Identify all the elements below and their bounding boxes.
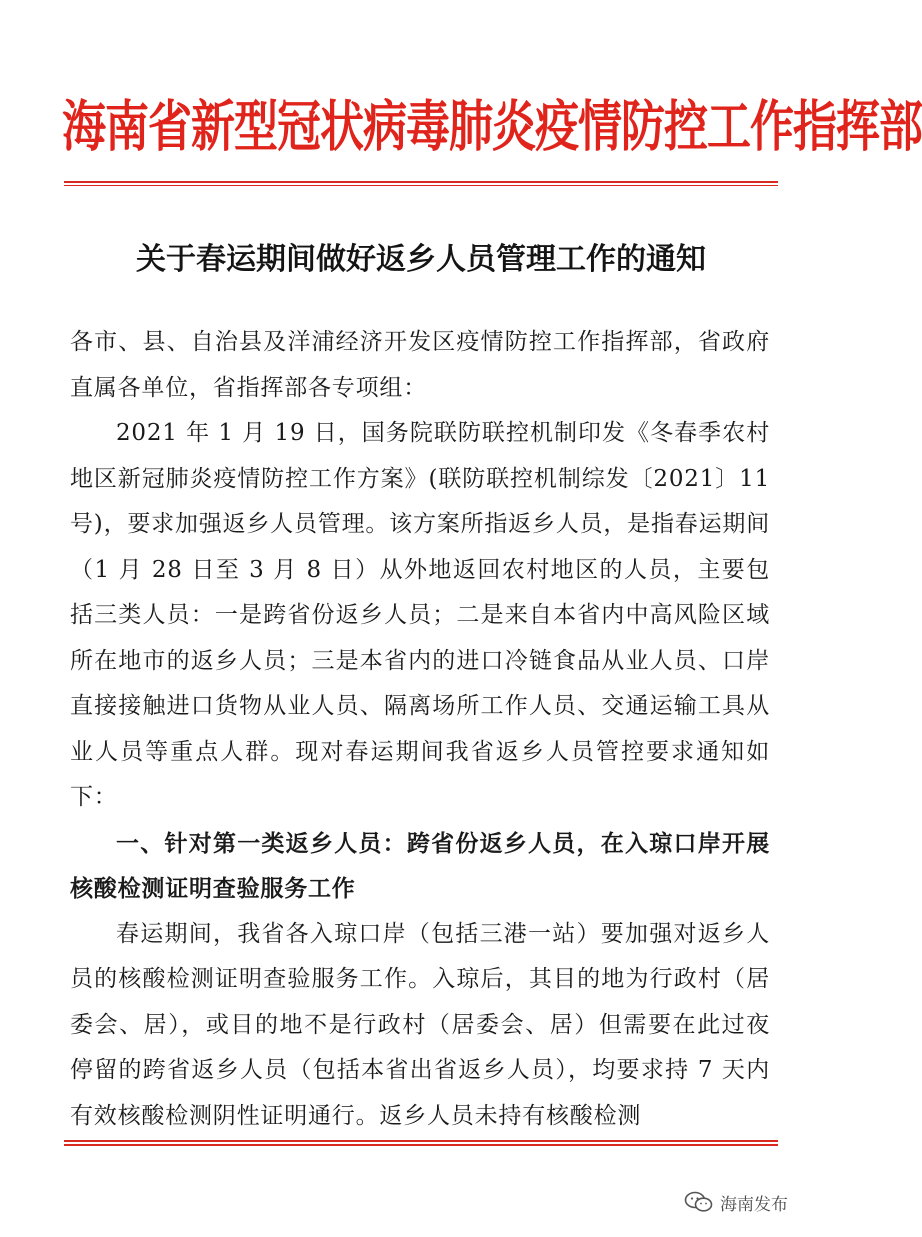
footer-divider <box>64 1140 778 1146</box>
paragraph-section-1: 春运期间，我省各入琼口岸（包括三港一站）要加强对返乡人员的核酸检测证明查验服务工作。入琼后，其目的地为行政村（居委会、居），或目的地不是行政村（居委会、居）但需要在此过夜停留的跨省返乡人员（包括本省出省返乡人员），均要求持 7 天内有效核酸检测阴性证明通行。返乡人员未持有核酸检测 <box>70 920 770 1129</box>
masthead-divider <box>64 181 778 186</box>
issuer-masthead: 海南省新型冠状病毒肺炎疫情防控工作指挥部 <box>62 95 922 160</box>
wechat-icon <box>684 1190 714 1214</box>
section-heading-1: 一、针对第一类返乡人员：跨省份返乡人员，在入琼口岸开展核酸检测证明查验服务工作 <box>70 829 770 902</box>
watermark-label: 海南发布 <box>720 1194 788 1215</box>
source-watermark <box>684 1186 788 1218</box>
document-body <box>70 320 770 1139</box>
salutation: 各市、县、自治县及洋浦经济开发区疫情防控工作指挥部，省政府直属各单位，省指挥部各专项组： <box>70 329 770 401</box>
paragraph-intro: 2021 年 1 月 19 日，国务院联防联控机制印发《冬春季农村地区新冠肺炎疫情防控工作方案》(联防联控机制综发〔2021〕11 号)，要求加强返乡人员管理。该方案所指返乡人员，是指春运期间（1 月 28 日至 3 月 8 日）从外地返回农村地区的人员，主要包括三类人员：一是跨省份返乡人员；二是来自本省内中高风险区域所在地市的返乡人员；三是本省内的进口冷链食品从业人员、口岸直接接触进口货物从业人员、隔离场所工作人员、交通运输工具从业人员等重点人群。现对春运期间我省返乡人员管控要求通知如下： <box>70 420 770 810</box>
document-title: 关于春运期间做好返乡人员管理工作的通知 <box>136 242 706 277</box>
